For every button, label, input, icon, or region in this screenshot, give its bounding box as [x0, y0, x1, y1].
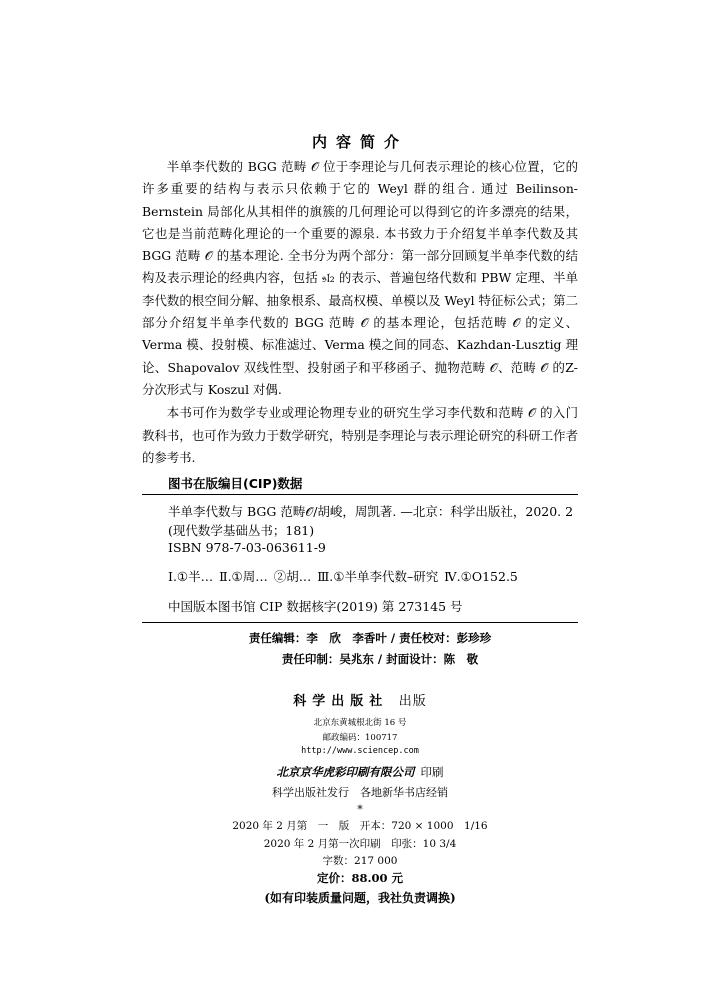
cip-title-line: 半单李代数与 BGG 范畴𝒪/胡峻，周凯著. —北京：科学出版社，2020. 2	[168, 504, 574, 519]
printer-line	[0, 764, 720, 780]
summary-paragraph-1: 半单李代数的 BGG 范畴 𝒪 位于李理论与几何表示理论的核心位置，它的许多重要的结构与表示只依赖于它的 Weyl 群的组合. 通过 Beilinson-Bernstein 局部化从其相伴的旗簇的几何理论可以得到它的许多漂亮的结果，它也是当前范畴化理论的一个重要的源泉. 本书致力于介绍复半单李代数及其 BGG 范畴 𝒪 的基本理论. 全书分为两个部分：第一部分回顾复半单李代数的结构及表示理论的经典内容，包括 𝔰𝔩₂ 的表示、普遍包络代数和 PBW 定理、半单李代数的根空间分解、抽象根系、最高权模、单模以及 Weyl 特征标公式；第二部分介绍复半单李代数的 BGG 范畴 𝒪 的基本理论，包括范畴 𝒪 的定义、Verma 模、投射模、标准滤过、Verma 模之间的同态、Kazhdan-Lusztig 理论、Shapovalov 双线性型、投射函子和平移函子、抛物范畴 𝒪、范畴 𝒪 的Z-分次形式与 Koszul 对偶.	[142, 159, 578, 397]
word-count: 字数：217 000	[322, 855, 398, 867]
publisher-line	[0, 690, 720, 709]
distribution-line: 科学出版社发行 各地新华书店经销	[272, 786, 448, 799]
publisher-suffix: 出版	[398, 694, 427, 709]
cip-subject-line: Ⅰ.①半… Ⅱ.①周… ②胡… Ⅲ.①半单李代数–研究 Ⅳ.①O152.5	[168, 569, 518, 584]
cip-series-line: (现代数学基础丛书；181)	[168, 523, 315, 538]
summary-body	[142, 156, 578, 469]
edition-line: 2020 年 2 月第 一 版 开本：720 × 1000 1/16	[232, 820, 488, 832]
publisher-postcode: 邮政编码：100717	[322, 733, 398, 743]
printer-suffix: 印刷	[420, 765, 444, 779]
summary-title: 内容简介	[311, 133, 408, 151]
cip-heading: 图书在版编目(CIP)数据	[168, 476, 303, 491]
production-credits: 责任印制：吴兆东 / 封面设计：陈 敬	[281, 652, 479, 666]
cip-isbn-line: ISBN 978-7-03-063611-9	[168, 540, 326, 555]
quality-note: (如有印装质量问题，我社负责调换)	[264, 891, 456, 905]
cip-bottom-rule	[142, 622, 578, 623]
cip-top-rule	[142, 494, 578, 495]
cip-number-line: 中国版本图书馆 CIP 数据核字(2019) 第 273145 号	[168, 599, 463, 614]
publisher-address: 北京东黄城根北街 16 号	[313, 718, 407, 728]
separator-star: *	[357, 803, 363, 816]
summary-paragraph-2: 本书可作为数学专业或理论物理专业的研究生学习李代数和范畴 𝒪 的入门教科书，也可作为致力于数学研究，特别是李理论与表示理论研究的科研工作者的参考书.	[142, 405, 578, 465]
editor-credits: 责任编辑：李 欣 李香叶 / 责任校对：彭珍珍	[248, 631, 492, 645]
printer-name: 北京京华虎彩印刷有限公司	[276, 765, 415, 779]
printing-line: 2020 年 2 月第一次印刷 印张：10 3/4	[263, 838, 457, 850]
publisher-url: http://www.sciencep.com	[301, 746, 419, 756]
price: 定价：88.00 元	[316, 871, 403, 885]
publisher-name: 科学出版社	[293, 694, 389, 709]
